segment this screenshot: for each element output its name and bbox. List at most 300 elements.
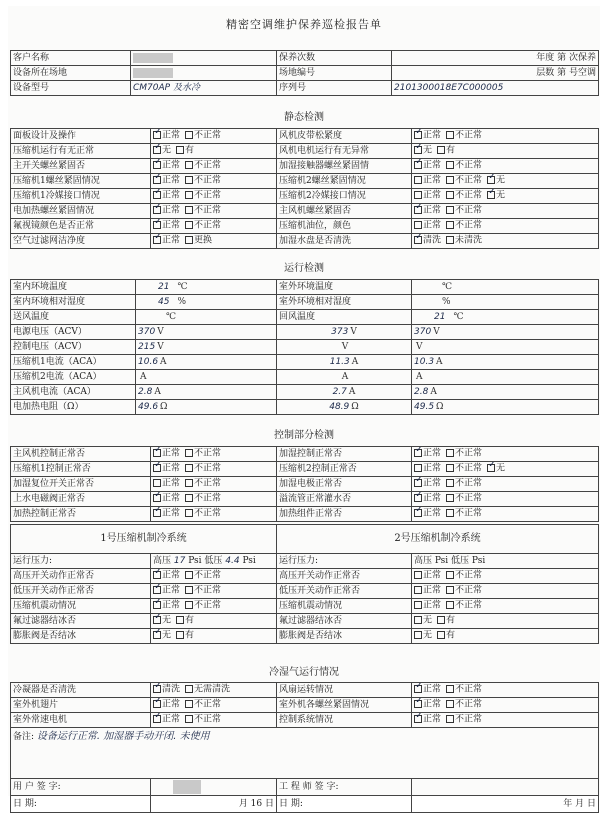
checkbox-option[interactable] bbox=[153, 700, 180, 710]
option-label: 正常 bbox=[423, 220, 442, 231]
static-table bbox=[10, 128, 599, 249]
option-label: 正常 bbox=[423, 585, 442, 596]
checkbox-option[interactable] bbox=[414, 206, 441, 216]
row-label: 高压开关动作正常否 bbox=[277, 569, 412, 584]
checked-box-icon[interactable] bbox=[414, 161, 422, 169]
checkbox-option[interactable] bbox=[185, 494, 221, 504]
row-label: 控制电压（ACV） bbox=[11, 340, 136, 355]
checkbox-icon[interactable] bbox=[446, 236, 454, 244]
checkbox-option[interactable] bbox=[446, 464, 482, 474]
option-label: 不正常 bbox=[455, 714, 483, 725]
reading-unit: Ω bbox=[436, 401, 444, 412]
checked-box-icon[interactable] bbox=[414, 509, 422, 517]
checked-box-icon[interactable] bbox=[414, 206, 422, 214]
checkbox-option[interactable] bbox=[414, 236, 441, 246]
table-row bbox=[11, 629, 599, 644]
row-label: 送风温度 bbox=[11, 310, 136, 325]
checkbox-option[interactable] bbox=[446, 494, 482, 504]
checkbox-option[interactable] bbox=[185, 131, 221, 141]
option-cell bbox=[412, 447, 599, 462]
checkbox-icon[interactable] bbox=[185, 700, 193, 708]
checkbox-option[interactable] bbox=[153, 715, 180, 725]
checked-box-icon[interactable] bbox=[153, 191, 161, 199]
checked-box-icon[interactable] bbox=[153, 146, 161, 154]
checkbox-icon[interactable] bbox=[185, 586, 193, 594]
checked-box-icon[interactable] bbox=[153, 494, 161, 502]
checkbox-option[interactable] bbox=[153, 146, 171, 156]
option-label: 正常 bbox=[162, 130, 181, 141]
reading-cell bbox=[412, 355, 599, 370]
row-label: 压缩机2控制正常否 bbox=[277, 462, 412, 477]
checkbox-option[interactable] bbox=[446, 191, 482, 201]
reading-value: 10.6 bbox=[138, 356, 159, 367]
option-cell bbox=[412, 174, 599, 189]
checkbox-option-extra[interactable] bbox=[487, 191, 505, 201]
checkbox-option[interactable] bbox=[414, 146, 432, 156]
checkbox-icon[interactable] bbox=[185, 221, 193, 229]
option-label: 正常 bbox=[162, 493, 181, 504]
option-label: 正常 bbox=[423, 130, 442, 141]
checkbox-icon[interactable] bbox=[446, 176, 454, 184]
checkbox-option[interactable] bbox=[437, 616, 455, 626]
checkbox-option[interactable] bbox=[185, 700, 221, 710]
checkbox-icon[interactable] bbox=[185, 685, 193, 693]
checkbox-option[interactable] bbox=[414, 509, 441, 519]
checkbox-icon[interactable] bbox=[185, 479, 193, 487]
lo-label: Psi 低压 bbox=[188, 555, 223, 566]
checked-box-icon[interactable] bbox=[414, 494, 422, 502]
checkbox-option[interactable] bbox=[414, 700, 441, 710]
checkbox-icon[interactable] bbox=[446, 131, 454, 139]
reading-cell bbox=[136, 355, 277, 370]
table-row bbox=[11, 698, 599, 713]
checkbox-option[interactable] bbox=[185, 206, 221, 216]
checkbox-icon[interactable] bbox=[185, 509, 193, 517]
option-label: 不正常 bbox=[194, 570, 222, 581]
option-cell bbox=[151, 144, 277, 159]
reading-cell bbox=[277, 400, 412, 415]
row-label: 溢流管正常灌水否 bbox=[277, 492, 412, 507]
checked-box-icon[interactable] bbox=[153, 176, 161, 184]
checkbox-icon[interactable] bbox=[414, 464, 422, 472]
checkbox-icon[interactable] bbox=[185, 464, 193, 472]
row-label: 压缩机2冷媒接口情况 bbox=[277, 189, 412, 204]
option-cell bbox=[412, 159, 599, 174]
checkbox-option[interactable] bbox=[185, 236, 212, 246]
reading-value: 49.5 bbox=[414, 401, 435, 412]
checked-box-icon[interactable] bbox=[414, 131, 422, 139]
checkbox-option[interactable] bbox=[437, 146, 455, 156]
checkbox-option[interactable] bbox=[153, 206, 180, 216]
option-cell bbox=[412, 204, 599, 219]
checkbox-option[interactable] bbox=[153, 191, 180, 201]
option-cell bbox=[151, 698, 277, 713]
checkbox-option[interactable] bbox=[414, 494, 441, 504]
checkbox-option[interactable] bbox=[414, 586, 441, 596]
checkbox-option[interactable] bbox=[153, 161, 180, 171]
checkbox-option[interactable] bbox=[446, 479, 482, 489]
checkbox-icon[interactable] bbox=[185, 601, 193, 609]
checkbox-option[interactable] bbox=[446, 700, 482, 710]
row-label: 压缩机1冷媒接口情况 bbox=[11, 189, 151, 204]
site-no-label: 场地编号 bbox=[277, 66, 392, 81]
checkbox-icon[interactable] bbox=[446, 586, 454, 594]
checkbox-option[interactable] bbox=[176, 616, 194, 626]
checkbox-option[interactable] bbox=[414, 221, 441, 231]
checkbox-icon[interactable] bbox=[185, 131, 193, 139]
checkbox-option[interactable] bbox=[176, 146, 194, 156]
checkbox-icon[interactable] bbox=[176, 631, 184, 639]
checkbox-option[interactable] bbox=[446, 206, 482, 216]
checkbox-option[interactable] bbox=[153, 236, 180, 246]
checkbox-icon[interactable] bbox=[446, 601, 454, 609]
option-label: 无 bbox=[496, 190, 506, 201]
checkbox-option[interactable] bbox=[176, 631, 194, 641]
checked-box-icon[interactable] bbox=[153, 236, 161, 244]
checkbox-option[interactable] bbox=[153, 176, 180, 186]
checkbox-option[interactable] bbox=[153, 221, 180, 231]
checkbox-option[interactable] bbox=[153, 601, 180, 611]
checkbox-option[interactable] bbox=[437, 631, 455, 641]
option-label: 不正常 bbox=[194, 585, 222, 596]
checked-box-icon[interactable] bbox=[414, 715, 422, 723]
run-table bbox=[10, 279, 599, 325]
reading-value: 11.3 bbox=[329, 356, 350, 367]
checkbox-option[interactable] bbox=[446, 449, 482, 459]
engineer-sign-label: 工 程 师 签 字: bbox=[277, 779, 412, 796]
checkbox-icon[interactable] bbox=[446, 509, 454, 517]
checkbox-option[interactable] bbox=[185, 509, 221, 519]
checkbox-option[interactable] bbox=[446, 715, 482, 725]
checkbox-icon[interactable] bbox=[185, 449, 193, 457]
checkbox-option[interactable] bbox=[414, 449, 441, 459]
option-cell bbox=[412, 683, 599, 698]
checkbox-option[interactable] bbox=[185, 586, 221, 596]
reading-cell bbox=[136, 385, 277, 400]
checkbox-option[interactable] bbox=[414, 191, 441, 201]
checkbox-icon[interactable] bbox=[437, 631, 445, 639]
checkbox-option[interactable] bbox=[446, 586, 482, 596]
option-label: 不正常 bbox=[455, 463, 483, 474]
option-cell bbox=[151, 174, 277, 189]
row-label: 压缩机油位，颜色 bbox=[277, 219, 412, 234]
checkbox-icon[interactable] bbox=[414, 221, 422, 229]
checkbox-option[interactable] bbox=[185, 161, 221, 171]
option-label: 不正常 bbox=[455, 684, 483, 695]
checked-box-icon[interactable] bbox=[153, 509, 161, 517]
checked-box-icon[interactable] bbox=[153, 131, 161, 139]
row-label: 室内环境温度 bbox=[11, 280, 136, 295]
reading-cell bbox=[412, 400, 599, 415]
checkbox-icon[interactable] bbox=[414, 191, 422, 199]
row-label: 控制系统情况 bbox=[277, 713, 412, 728]
reading-cell bbox=[277, 370, 412, 385]
date-right: 年 月 日 bbox=[412, 796, 599, 813]
checkbox-icon[interactable] bbox=[176, 146, 184, 154]
checkbox-option[interactable] bbox=[414, 601, 441, 611]
checked-box-icon[interactable] bbox=[153, 221, 161, 229]
checkbox-option[interactable] bbox=[153, 479, 180, 489]
checkbox-option[interactable] bbox=[153, 571, 180, 581]
reading-unit: A bbox=[160, 356, 167, 367]
option-cell bbox=[151, 629, 277, 644]
reading-unit: % bbox=[177, 296, 187, 307]
checked-box-icon[interactable] bbox=[153, 586, 161, 594]
checkbox-icon[interactable] bbox=[185, 161, 193, 169]
option-label: 正常 bbox=[162, 235, 181, 246]
checkbox-option[interactable] bbox=[446, 131, 482, 141]
checkbox-option[interactable] bbox=[185, 601, 221, 611]
option-label: 无 bbox=[496, 175, 506, 186]
reading-unit: ℃ bbox=[453, 311, 464, 322]
option-label: 不正常 bbox=[455, 570, 483, 581]
checkbox-option[interactable] bbox=[414, 571, 441, 581]
table-row bbox=[11, 310, 599, 325]
psi-unit: Psi bbox=[242, 555, 256, 566]
option-label: 正常 bbox=[162, 463, 181, 474]
checkbox-option[interactable] bbox=[414, 464, 441, 474]
reading-unit: Ω bbox=[160, 401, 168, 412]
table-row bbox=[11, 234, 599, 249]
row-label: 室外机各螺丝紧固情况 bbox=[277, 698, 412, 713]
checkbox-option[interactable] bbox=[414, 715, 441, 725]
option-cell bbox=[412, 584, 599, 599]
option-cell bbox=[412, 629, 599, 644]
checked-box-icon[interactable] bbox=[153, 715, 161, 723]
checkbox-icon[interactable] bbox=[446, 700, 454, 708]
checked-box-icon[interactable] bbox=[487, 464, 495, 472]
option-label: 正常 bbox=[423, 463, 442, 474]
checkbox-option[interactable] bbox=[153, 685, 180, 695]
row-label: 加湿控制正常否 bbox=[277, 447, 412, 462]
checkbox-option[interactable] bbox=[185, 221, 221, 231]
option-cell bbox=[412, 144, 599, 159]
reading-unit: A bbox=[341, 371, 349, 382]
checkbox-option[interactable] bbox=[414, 131, 441, 141]
checked-box-icon[interactable] bbox=[414, 479, 422, 487]
option-label: 无 bbox=[423, 630, 433, 641]
checkbox-option[interactable] bbox=[414, 479, 441, 489]
option-cell bbox=[151, 234, 277, 249]
checkbox-icon[interactable] bbox=[414, 571, 422, 579]
row-label: 膨胀阀是否结冰 bbox=[11, 629, 151, 644]
checkbox-icon[interactable] bbox=[185, 176, 193, 184]
reading-value: 48.9 bbox=[329, 401, 350, 412]
table-row bbox=[11, 477, 599, 492]
checkbox-option[interactable] bbox=[185, 191, 221, 201]
checkbox-icon[interactable] bbox=[437, 146, 445, 154]
checked-box-icon[interactable] bbox=[153, 601, 161, 609]
checkbox-option[interactable] bbox=[414, 631, 432, 641]
checked-box-icon[interactable] bbox=[153, 685, 161, 693]
checkbox-icon[interactable] bbox=[437, 616, 445, 624]
checkbox-option[interactable] bbox=[446, 176, 482, 186]
checkbox-option[interactable] bbox=[185, 715, 221, 725]
reading-value: 370 bbox=[414, 326, 432, 337]
checkbox-icon[interactable] bbox=[185, 571, 193, 579]
checkbox-icon[interactable] bbox=[414, 586, 422, 594]
user-sign-label: 用 户 签 字: bbox=[11, 779, 151, 796]
checkbox-icon[interactable] bbox=[414, 616, 422, 624]
option-label: 无 bbox=[496, 463, 506, 474]
checkbox-option[interactable] bbox=[185, 479, 221, 489]
remarks-cell bbox=[11, 728, 599, 779]
option-label: 不正常 bbox=[194, 493, 222, 504]
checkbox-option[interactable] bbox=[153, 494, 180, 504]
reading-unit: A bbox=[351, 356, 359, 367]
option-label: 不正常 bbox=[194, 160, 222, 171]
checkbox-option[interactable] bbox=[414, 161, 441, 171]
option-label: 不正常 bbox=[194, 205, 222, 216]
row-label: 面板设计及操作 bbox=[11, 129, 151, 144]
checkbox-icon[interactable] bbox=[414, 631, 422, 639]
checked-box-icon[interactable] bbox=[153, 206, 161, 214]
option-label: 清洗 bbox=[423, 235, 442, 246]
table-row bbox=[11, 462, 599, 477]
option-label: 不正常 bbox=[455, 160, 483, 171]
checkbox-icon[interactable] bbox=[446, 161, 454, 169]
checked-box-icon[interactable] bbox=[414, 449, 422, 457]
checkbox-option[interactable] bbox=[446, 221, 482, 231]
option-label: 不正常 bbox=[455, 175, 483, 186]
option-label: 有 bbox=[446, 630, 456, 641]
option-label: 更换 bbox=[194, 235, 213, 246]
checkbox-option[interactable] bbox=[414, 176, 441, 186]
table-row bbox=[11, 340, 599, 355]
table-row bbox=[11, 355, 599, 370]
checkbox-icon[interactable] bbox=[446, 206, 454, 214]
checkbox-icon[interactable] bbox=[446, 685, 454, 693]
checkbox-option[interactable] bbox=[446, 236, 482, 246]
checked-box-icon[interactable] bbox=[153, 700, 161, 708]
checkbox-icon[interactable] bbox=[185, 715, 193, 723]
option-label: 无 bbox=[423, 145, 433, 156]
checked-box-icon[interactable] bbox=[487, 191, 495, 199]
checked-box-icon[interactable] bbox=[414, 685, 422, 693]
remarks-label: 备注: bbox=[13, 732, 35, 742]
checkbox-option[interactable] bbox=[185, 449, 221, 459]
row-label: 高压开关动作正常否 bbox=[11, 569, 151, 584]
checkbox-option[interactable] bbox=[446, 509, 482, 519]
checked-box-icon[interactable] bbox=[153, 571, 161, 579]
checkbox-icon[interactable] bbox=[185, 206, 193, 214]
checkbox-option[interactable] bbox=[153, 449, 180, 459]
table-row bbox=[11, 370, 599, 385]
checkbox-option[interactable] bbox=[414, 685, 441, 695]
reading-value: 49.6 bbox=[138, 401, 159, 412]
reading-unit: V bbox=[416, 341, 423, 352]
option-cell bbox=[412, 219, 599, 234]
reading-unit: A bbox=[430, 386, 437, 397]
checkbox-option[interactable] bbox=[185, 571, 221, 581]
option-cell bbox=[151, 584, 277, 599]
checkbox-icon[interactable] bbox=[185, 191, 193, 199]
checked-box-icon[interactable] bbox=[414, 146, 422, 154]
checkbox-option[interactable] bbox=[153, 586, 180, 596]
redacted-block bbox=[173, 780, 201, 794]
checked-box-icon[interactable] bbox=[153, 631, 161, 639]
checkbox-icon[interactable] bbox=[185, 236, 193, 244]
checkbox-icon[interactable] bbox=[446, 464, 454, 472]
checkbox-option-extra[interactable] bbox=[487, 464, 505, 474]
row-label: 压缩机2螺丝紧固情况 bbox=[277, 174, 412, 189]
row-label: 空气过滤网洁净度 bbox=[11, 234, 151, 249]
checkbox-icon[interactable] bbox=[414, 601, 422, 609]
row-label: 室外环境相对湿度 bbox=[277, 295, 412, 310]
checkbox-option[interactable] bbox=[446, 571, 482, 581]
reading-unit: ℃ bbox=[166, 311, 177, 322]
checked-box-icon[interactable] bbox=[153, 464, 161, 472]
checked-box-icon[interactable] bbox=[153, 449, 161, 457]
checked-box-icon[interactable] bbox=[153, 161, 161, 169]
table-row bbox=[11, 569, 599, 584]
checkbox-option[interactable] bbox=[185, 176, 221, 186]
checkbox-option-extra[interactable] bbox=[487, 176, 505, 186]
option-label: 正常 bbox=[423, 190, 442, 201]
elec-table bbox=[10, 324, 599, 415]
checkbox-option[interactable] bbox=[153, 131, 180, 141]
row-label: 电加热电阻（Ω） bbox=[11, 400, 136, 415]
option-label: 正常 bbox=[162, 699, 181, 710]
checkbox-option[interactable] bbox=[153, 616, 171, 626]
checkbox-icon[interactable] bbox=[446, 494, 454, 502]
checkbox-icon[interactable] bbox=[446, 191, 454, 199]
reading-cell bbox=[136, 370, 277, 385]
row-label: 电加热螺丝紧固情况 bbox=[11, 204, 151, 219]
checkbox-icon[interactable] bbox=[414, 176, 422, 184]
checked-box-icon[interactable] bbox=[414, 236, 422, 244]
option-label: 正常 bbox=[162, 220, 181, 231]
checkbox-option[interactable] bbox=[153, 631, 171, 641]
row-label: 膨胀阀是否结冰 bbox=[277, 629, 412, 644]
checkbox-icon[interactable] bbox=[153, 479, 161, 487]
checkbox-option[interactable] bbox=[446, 685, 482, 695]
hi-value: 17 bbox=[173, 555, 186, 566]
table-row bbox=[11, 189, 599, 204]
option-cell bbox=[412, 713, 599, 728]
checked-box-icon[interactable] bbox=[487, 176, 495, 184]
checkbox-option[interactable] bbox=[185, 464, 221, 474]
checkbox-icon[interactable] bbox=[176, 616, 184, 624]
row-label: 压缩机2电流（ACA） bbox=[11, 370, 136, 385]
checkbox-icon[interactable] bbox=[185, 494, 193, 502]
redacted-block bbox=[133, 53, 173, 63]
option-cell bbox=[151, 477, 277, 492]
option-label: 不正常 bbox=[194, 699, 222, 710]
checkbox-option[interactable] bbox=[185, 685, 230, 695]
option-label: 不正常 bbox=[455, 585, 483, 596]
checkbox-option[interactable] bbox=[446, 601, 482, 611]
checkbox-icon[interactable] bbox=[446, 571, 454, 579]
serial-value: 2101300018E7C000005 bbox=[392, 81, 599, 96]
row-label: 加湿水盘是否清洗 bbox=[277, 234, 412, 249]
checkbox-icon[interactable] bbox=[446, 221, 454, 229]
option-label: 正常 bbox=[423, 714, 442, 725]
checkbox-option[interactable] bbox=[153, 509, 180, 519]
option-label: 正常 bbox=[162, 508, 181, 519]
checkbox-icon[interactable] bbox=[446, 449, 454, 457]
checkbox-option[interactable] bbox=[414, 616, 432, 626]
reading-unit: ℃ bbox=[177, 281, 188, 292]
checkbox-option[interactable] bbox=[446, 161, 482, 171]
checked-box-icon[interactable] bbox=[414, 700, 422, 708]
option-label: 有 bbox=[185, 615, 195, 626]
checked-box-icon[interactable] bbox=[153, 616, 161, 624]
row-label: 上水电磁阀正常否 bbox=[11, 492, 151, 507]
checkbox-icon[interactable] bbox=[446, 715, 454, 723]
checkbox-icon[interactable] bbox=[446, 479, 454, 487]
checkbox-option[interactable] bbox=[153, 464, 180, 474]
